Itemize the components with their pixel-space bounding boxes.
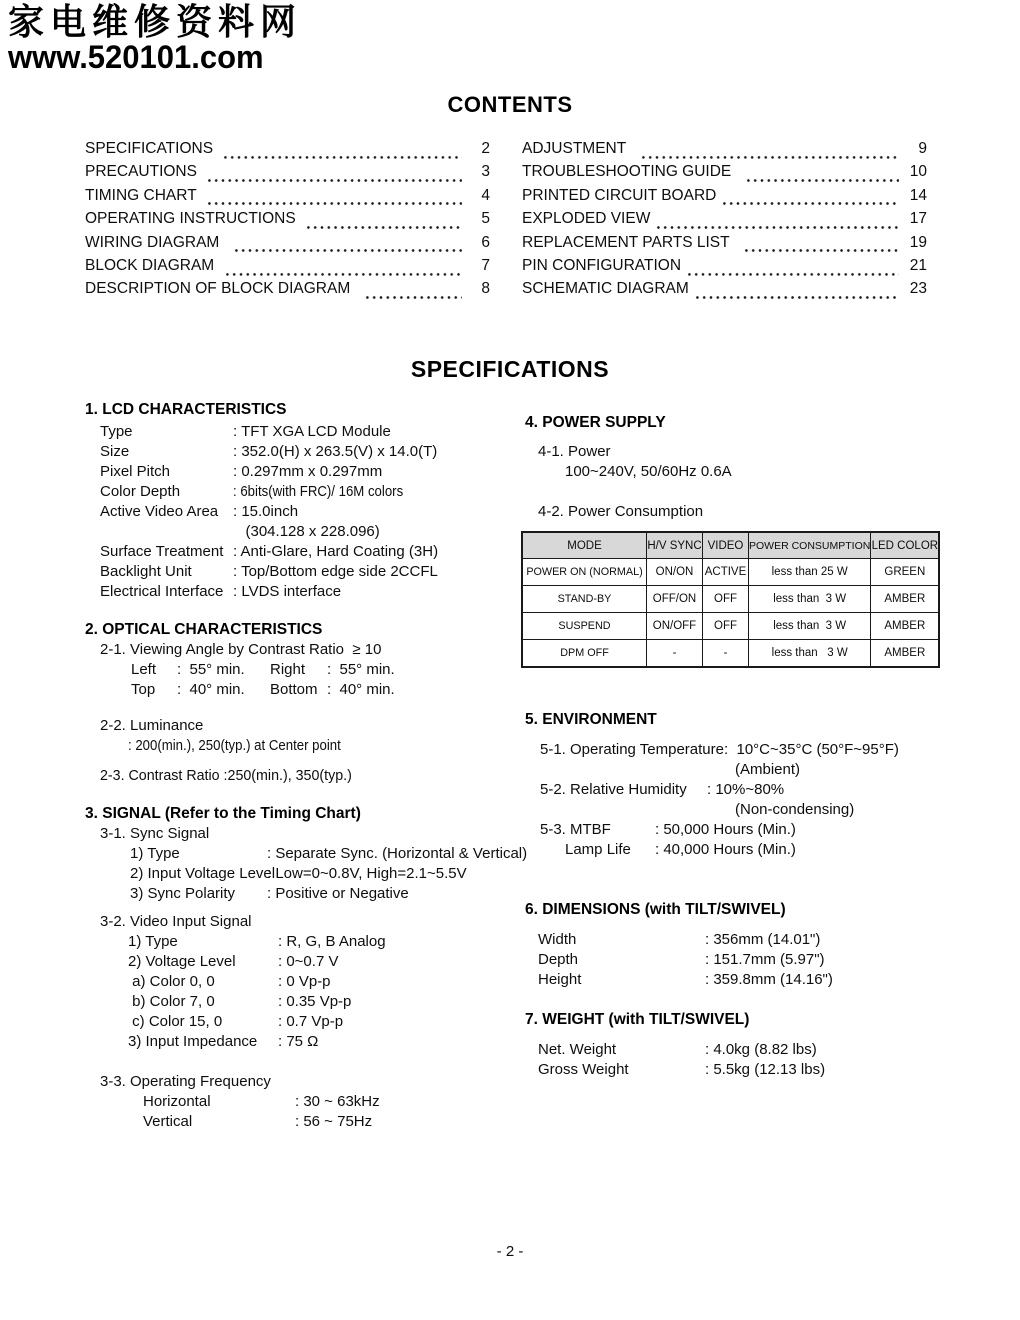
spec-row-label: Height <box>538 971 582 988</box>
cell-led-color: GREEN <box>871 559 940 586</box>
toc-dot-leader <box>206 200 462 207</box>
viewing-angle-row <box>131 680 515 700</box>
spec-row <box>128 932 515 952</box>
toc-entry-page: 6 <box>481 233 490 251</box>
toc-entry-page: 5 <box>481 210 490 228</box>
spec-row-label: Surface Treatment <box>100 543 224 560</box>
toc-dot-leader <box>364 294 462 301</box>
toc-entry-page: 2 <box>481 140 490 157</box>
environment-block <box>540 740 965 860</box>
angle-value-2: : 55° min. <box>327 661 395 678</box>
power-table-header <box>522 532 939 559</box>
weight-rows <box>538 1040 965 1080</box>
toc-entry-label: WIRING DIAGRAM <box>85 233 228 251</box>
spec-row-value: : 0~0.7 V <box>278 953 339 970</box>
operating-temperature-line: 5-1. Operating Temperature: 10°C~35°C (50°F~95°F) <box>540 741 899 758</box>
cell-led-color: AMBER <box>871 613 940 640</box>
spec-row-value: : Separate Sync. (Horizontal & Vertical) <box>267 845 528 862</box>
power-supply-heading: 4. POWER SUPPLY <box>525 414 666 431</box>
spec-row-label: Depth <box>538 951 579 968</box>
spec-row-value: : 0.35 Vp-p <box>278 993 352 1010</box>
spec-row-label: Active Video Area <box>100 503 219 520</box>
toc-entry-label: PRECAUTIONS <box>85 163 202 181</box>
spec-row <box>100 542 515 562</box>
toc-dot-leader <box>694 294 899 301</box>
toc-dot-leader <box>743 247 899 254</box>
spec-row <box>538 1060 965 1080</box>
spec-row-label: Electrical Interface <box>100 583 224 600</box>
angle-label-1: Left <box>131 661 157 678</box>
toc-dot-leader <box>222 153 462 160</box>
spec-row-value: : 0.297mm x 0.297mm <box>233 463 383 480</box>
toc-dot-leader <box>305 224 462 231</box>
signal-heading: 3. SIGNAL (Refer to the Timing Chart) <box>85 805 361 822</box>
spec-row-label: b) Color 7, 0 <box>128 993 215 1010</box>
spec-row-value: : Positive or Negative <box>267 885 409 902</box>
cell-hv-sync: ON/OFF <box>647 613 703 640</box>
toc-entry <box>522 187 927 210</box>
toc-entry-label: OPERATING INSTRUCTIONS <box>85 210 301 228</box>
toc-dot-leader <box>655 224 899 231</box>
table-of-contents <box>85 140 927 304</box>
toc-dot-leader <box>745 177 899 184</box>
toc-entry-label: BLOCK DIAGRAM <box>85 256 219 274</box>
spec-row-value: : TFT XGA LCD Module <box>233 423 391 440</box>
ambient-note: (Ambient) <box>735 761 801 778</box>
logo-chinese-text: 家电维修资料网 <box>8 1 303 43</box>
spec-row-value: : Low=0~0.8V, High=2.1~5.5V <box>267 865 467 882</box>
toc-dot-leader <box>686 270 899 277</box>
toc-entry-label: PIN CONFIGURATION <box>522 256 682 274</box>
spec-row-label: 5-3. MTBF <box>540 821 611 838</box>
cell-video: ACTIVE <box>703 559 749 586</box>
col-header-power-consumption: POWER CONSUMPTION <box>749 532 871 559</box>
toc-entry <box>522 140 927 163</box>
angle-label-2: Right <box>270 661 306 678</box>
viewing-angle-rows <box>131 660 515 700</box>
toc-entry <box>85 140 490 163</box>
toc-entry-label: SPECIFICATIONS <box>85 140 218 157</box>
dimensions-heading: 6. DIMENSIONS (with TILT/SWIVEL) <box>525 901 786 918</box>
spec-row <box>538 950 965 970</box>
spec-row-label: 2) Voltage Level <box>128 953 236 970</box>
spec-row-value: : 56 ~ 75Hz <box>295 1113 373 1130</box>
toc-dot-leader <box>224 270 463 277</box>
spec-row <box>100 422 515 442</box>
spec-row <box>100 482 515 502</box>
angle-value-1: : 40° min. <box>177 681 245 698</box>
cell-video: OFF <box>703 586 749 613</box>
spec-row <box>100 582 515 602</box>
luminance-line: 2-2. Luminance <box>100 717 204 734</box>
contents-title: CONTENTS <box>447 92 573 117</box>
cell-power-consumption: less than 3 W <box>749 613 871 640</box>
spec-row-label: Backlight Unit <box>100 563 192 580</box>
spec-row-value: : R, G, B Analog <box>278 933 386 950</box>
video-input-subheading: 3-2. Video Input Signal <box>100 913 252 930</box>
angle-value-1: : 55° min. <box>177 661 245 678</box>
spec-row-label: a) Color 0, 0 <box>128 973 215 990</box>
cell-mode: DPM OFF <box>522 640 647 668</box>
lcd-characteristics-heading: 1. LCD CHARACTERISTICS <box>85 401 287 418</box>
cell-mode: SUSPEND <box>522 613 647 640</box>
spec-row <box>538 1040 965 1060</box>
spec-right-column <box>525 405 965 1080</box>
col-header-hv-sync: H/V SYNC <box>647 532 703 559</box>
cell-mode: POWER ON (NORMAL) <box>522 559 647 586</box>
spec-row-label: Size <box>100 443 130 460</box>
sync-signal-rows <box>130 844 528 904</box>
spec-row-label: 2) Input Voltage Level <box>130 865 276 882</box>
angle-label-1: Top <box>131 681 156 698</box>
spec-row-label: 3) Input Impedance <box>128 1033 258 1050</box>
cell-video: OFF <box>703 613 749 640</box>
sync-signal-subheading: 3-1. Sync Signal <box>100 825 210 842</box>
operating-frequency-rows <box>143 1092 515 1132</box>
spec-row <box>100 562 515 582</box>
specifications-title: SPECIFICATIONS <box>410 356 610 382</box>
spec-row-value: : Anti-Glare, Hard Coating (3H) <box>233 543 439 560</box>
toc-entry <box>85 187 490 210</box>
dimensions-rows <box>538 930 965 990</box>
spec-row <box>128 1012 515 1032</box>
spec-row-label: Net. Weight <box>538 1041 617 1058</box>
toc-entry <box>85 257 490 280</box>
toc-entry-label: ADJUSTMENT <box>522 140 635 157</box>
spec-row-label: 5-2. Relative Humidity <box>540 781 687 798</box>
spec-left-column <box>85 400 528 1132</box>
spec-row-label: 1) Type <box>130 845 180 862</box>
luminance-value: : 200(min.), 250(typ.) at Center point <box>128 737 341 754</box>
toc-entry <box>522 163 927 186</box>
toc-entry-page: 17 <box>909 210 927 228</box>
toc-entry-label: REPLACEMENT PARTS LIST <box>522 233 738 251</box>
spec-row <box>128 992 515 1012</box>
toc-entry <box>522 257 927 280</box>
spec-row <box>143 1112 515 1132</box>
toc-entry <box>85 234 490 257</box>
cell-video: - <box>703 640 749 668</box>
toc-left-column <box>85 140 490 304</box>
viewing-angle-line: 2-1. Viewing Angle by Contrast Ratio ≥ 10 <box>100 641 382 658</box>
spec-row-value: : 75 Ω <box>278 1033 319 1050</box>
cell-hv-sync: OFF/ON <box>647 586 703 613</box>
non-condensing-note: (Non-condensing) <box>735 801 855 818</box>
toc-entry <box>522 210 927 233</box>
toc-entry <box>522 234 927 257</box>
toc-entry-label: EXPLODED VIEW <box>522 210 651 228</box>
power-table-row <box>522 613 939 640</box>
toc-dot-leader <box>233 247 462 254</box>
cell-hv-sync: - <box>647 640 703 668</box>
cell-power-consumption: less than 3 W <box>749 640 871 668</box>
toc-dot-leader <box>721 200 899 207</box>
power-table-row <box>522 586 939 613</box>
toc-entry-page: 3 <box>481 163 490 181</box>
toc-entry-label: SCHEMATIC DIAGRAM <box>522 280 689 298</box>
lamp-life-row <box>565 840 965 860</box>
col-header-led-color: LED COLOR <box>871 532 940 559</box>
spec-row-label: Lamp Life <box>565 841 631 858</box>
toc-entry <box>85 163 490 186</box>
spec-row-label: c) Color 15, 0 <box>128 1013 223 1030</box>
spec-row-label: Vertical <box>143 1113 193 1130</box>
spec-row-value: : 30 ~ 63kHz <box>295 1093 380 1110</box>
spec-row-label <box>100 522 233 542</box>
power-consumption-subheading: 4-2. Power Consumption <box>538 503 704 520</box>
spec-row-value: : LVDS interface <box>233 583 342 600</box>
environment-heading: 5. ENVIRONMENT <box>525 711 657 728</box>
power-table-row <box>522 640 939 668</box>
spec-row-value: : 40,000 Hours (Min.) <box>655 841 796 858</box>
spec-row-label: Type <box>100 423 133 440</box>
toc-entry <box>85 210 490 233</box>
spec-row-label: Color Depth <box>100 483 181 500</box>
spec-row-value: (304.128 x 228.096) <box>233 523 380 540</box>
spec-row-value: : 4.0kg (8.82 lbs) <box>705 1041 817 1058</box>
cell-mode: STAND-BY <box>522 586 647 613</box>
spec-row <box>100 462 515 482</box>
power-consumption-table <box>521 531 940 668</box>
operating-frequency-subheading: 3-3. Operating Frequency <box>100 1073 271 1090</box>
spec-row-value: : 15.0inch <box>233 503 299 520</box>
spec-row <box>100 442 515 462</box>
spec-row-value: : 5.5kg (12.13 lbs) <box>705 1061 826 1078</box>
spec-row-value: : Top/Bottom edge side 2CCFL <box>233 563 438 580</box>
angle-label-2: Bottom <box>270 681 318 698</box>
power-table-row <box>522 559 939 586</box>
cell-led-color: AMBER <box>871 640 940 668</box>
mtbf-row <box>540 820 965 840</box>
toc-entry-page: 21 <box>909 256 927 274</box>
power-subheading: 4-1. Power <box>538 443 611 460</box>
spec-row <box>128 1032 515 1052</box>
toc-entry-page: 19 <box>909 233 927 251</box>
spec-row <box>130 884 515 904</box>
optical-characteristics-heading: 2. OPTICAL CHARACTERISTICS <box>85 621 323 638</box>
cell-power-consumption: less than 25 W <box>749 559 871 586</box>
spec-row-label: 3) Sync Polarity <box>130 885 236 902</box>
spec-row <box>130 844 528 864</box>
spec-row <box>128 972 515 992</box>
toc-entry-label: DESCRIPTION OF BLOCK DIAGRAM <box>85 280 359 298</box>
spec-row-label: Gross Weight <box>538 1061 629 1078</box>
toc-dot-leader <box>206 177 462 184</box>
spec-row <box>143 1092 515 1112</box>
spec-row-label: Pixel Pitch <box>100 463 171 480</box>
toc-entry-page: 8 <box>481 280 490 298</box>
spec-row-value: : 50,000 Hours (Min.) <box>655 821 796 838</box>
spec-row-label: Width <box>538 931 577 948</box>
relative-humidity-row <box>540 780 965 800</box>
spec-row <box>130 864 515 884</box>
weight-heading: 7. WEIGHT (with TILT/SWIVEL) <box>525 1011 750 1028</box>
toc-entry-page: 23 <box>909 280 927 298</box>
contrast-ratio-line: 2-3. Contrast Ratio :250(min.), 350(typ.) <box>100 767 352 784</box>
power-table-body <box>522 559 939 668</box>
spec-row-value: : 151.7mm (5.97") <box>705 951 825 968</box>
spec-row <box>538 930 965 950</box>
page-number: - 2 - <box>496 1243 524 1260</box>
lcd-characteristics-rows <box>100 422 515 602</box>
site-logo <box>8 1 308 76</box>
spec-row-value: : 6bits(with FRC)/ 16M colors <box>233 483 404 500</box>
spec-row-value: : 356mm (14.01") <box>705 931 821 948</box>
cell-power-consumption: less than 3 W <box>749 586 871 613</box>
toc-entry-page: 10 <box>909 163 927 181</box>
spec-row-label: Horizontal <box>143 1093 211 1110</box>
video-input-rows <box>128 932 515 1052</box>
toc-right-column <box>522 140 927 304</box>
spec-row-value: : 359.8mm (14.16") <box>705 971 833 988</box>
toc-entry-page: 4 <box>481 186 490 204</box>
toc-entry-page: 7 <box>481 256 490 274</box>
toc-entry-label: TROUBLESHOOTING GUIDE <box>522 163 740 181</box>
viewing-angle-row <box>131 660 515 680</box>
spec-row-label: 1) Type <box>128 933 178 950</box>
logo-url-text: www.520101.com <box>8 38 264 76</box>
spec-row <box>100 502 515 522</box>
power-rating-line: 100~240V, 50/60Hz 0.6A <box>565 463 732 480</box>
spec-row-value: : 0.7 Vp-p <box>278 1013 344 1030</box>
spec-row <box>538 970 965 990</box>
toc-entry <box>85 280 490 303</box>
spec-row <box>128 952 515 972</box>
toc-entry-label: TIMING CHART <box>85 186 201 204</box>
cell-hv-sync: ON/ON <box>647 559 703 586</box>
toc-entry <box>522 280 927 303</box>
toc-entry-page: 14 <box>909 186 927 204</box>
angle-value-2: : 40° min. <box>327 681 395 698</box>
spec-row-value: : 0 Vp-p <box>278 973 331 990</box>
spec-row-value: : 352.0(H) x 263.5(V) x 14.0(T) <box>233 443 438 460</box>
spec-row <box>100 522 515 542</box>
col-header-mode: MODE <box>522 532 647 559</box>
toc-entry-page: 9 <box>918 140 927 157</box>
cell-led-color: AMBER <box>871 586 940 613</box>
spec-row-value: : 10%~80% <box>707 781 785 798</box>
col-header-video: VIDEO <box>703 532 749 559</box>
toc-entry-label: PRINTED CIRCUIT BOARD <box>522 186 717 204</box>
toc-dot-leader <box>640 153 899 160</box>
